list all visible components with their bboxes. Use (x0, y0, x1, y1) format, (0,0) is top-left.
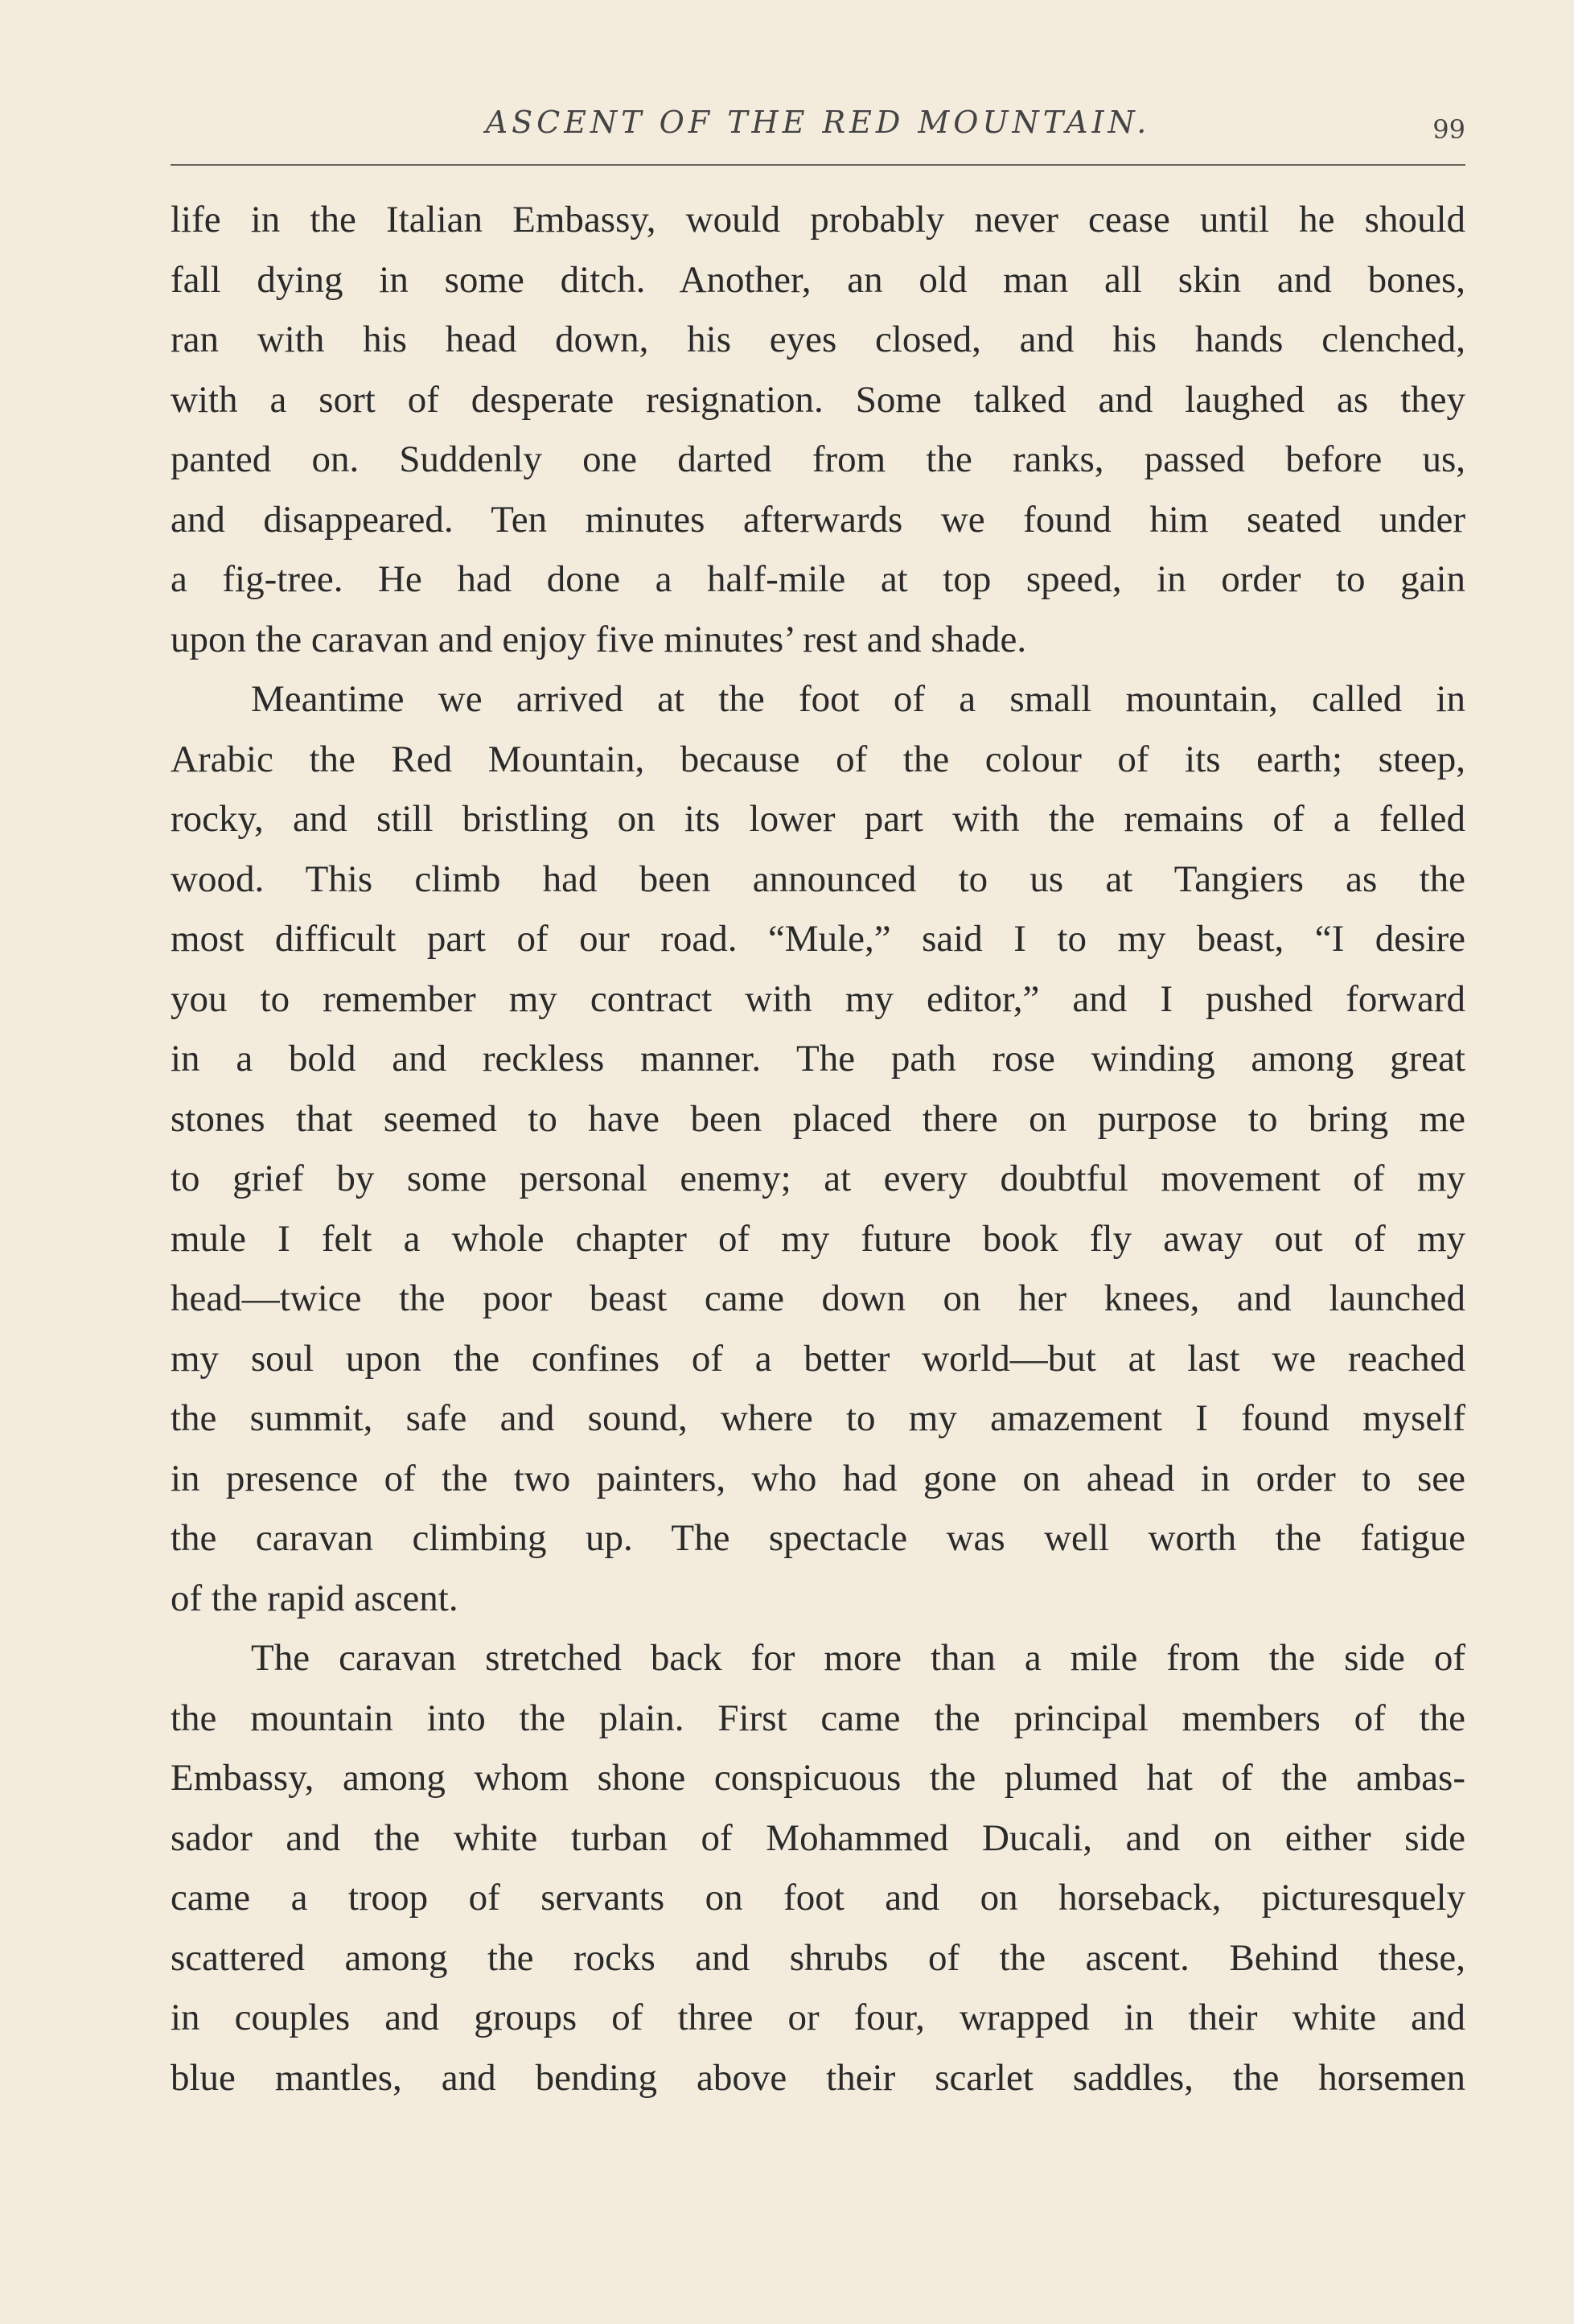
text-line: in a bold and reckless manner. The path rose winding among great (171, 1038, 1465, 1080)
text-line: stones that seemed to have been placed there on purpose to bring me (171, 1097, 1465, 1140)
text-line: blue mantles, and bending above their scarlet saddles, the horsemen (171, 2056, 1465, 2099)
text-line: came a troop of servants on foot and on horseback, picturesquely (171, 1877, 1465, 1919)
text-line: to grief by some personal enemy; at every doubtful movement of my (171, 1158, 1465, 1199)
text-line: mule I felt a whole chapter of my future book fly away out of my (171, 1217, 1465, 1260)
text-line: Embassy, among whom shone conspicuous the plumed hat of the ambas- (171, 1757, 1465, 1799)
text-line: head—twice the poor beast came down on her knees, and launched (171, 1277, 1465, 1319)
text-line: upon the caravan and enjoy five minutes’ rest and shade. (171, 618, 1027, 660)
page-number: 99 (1432, 114, 1465, 145)
text-line: with a sort of desperate resignation. Some talked and laughed as they (171, 378, 1465, 421)
text-line: ran with his head down, his eyes closed, and his hands clenched, (171, 319, 1465, 360)
text-line: the mountain into the plain. First came the principal members of the (171, 1697, 1465, 1739)
text-line: you to remember my contract with my editor,” and I pushed forward (171, 977, 1465, 1020)
text-line: life in the Italian Embassy, would probably never cease until he should (171, 199, 1465, 241)
text-line: Arabic the Red Mountain, because of the colour of its earth; steep, (171, 738, 1465, 780)
running-title: ASCENT OF THE RED MOUNTAIN. (485, 105, 1151, 140)
text-line: fall dying in some ditch. Another, an old man all skin and bones, (171, 258, 1465, 301)
text-line: wood. This climb had been announced to us at Tangiers as the (171, 858, 1465, 900)
header-rule (171, 164, 1465, 166)
text-line: my soul upon the confines of a better world—but at last we reached (171, 1337, 1465, 1380)
text-line: panted on. Suddenly one darted from the ranks, passed before us, (171, 438, 1465, 480)
text-line: sador and the white turban of Mohammed Ducali, and on either side (171, 1816, 1465, 1859)
text-line: of the rapid ascent. (171, 1577, 458, 1619)
text-line: rocky, and still bristling on its lower part with the remains of a felled (171, 798, 1465, 840)
text-line: Meantime we arrived at the foot of a small mountain, called in (251, 678, 1465, 720)
text-line: a fig-tree. He had done a half-mile at top speed, in order to gain (171, 558, 1465, 600)
text-line: The caravan stretched back for more than a mile from the side of (251, 1637, 1465, 1679)
text-line: the summit, safe and sound, where to my amazement I found myself (171, 1397, 1465, 1439)
text-line: in presence of the two painters, who had gone on ahead in order to see (171, 1457, 1465, 1499)
running-head (171, 105, 1465, 161)
text-line: most difficult part of our road. “Mule,” said I to my beast, “I desire (171, 918, 1465, 960)
body-text (171, 190, 1465, 2108)
text-line: and disappeared. Ten minutes afterwards we found him seated under (171, 498, 1465, 541)
text-line: scattered among the rocks and shrubs of the ascent. Behind these, (171, 1936, 1465, 1979)
text-line: in couples and groups of three or four, wrapped in their white and (171, 1997, 1465, 2038)
text-line: the caravan climbing up. The spectacle was well worth the fatigue (171, 1517, 1465, 1559)
